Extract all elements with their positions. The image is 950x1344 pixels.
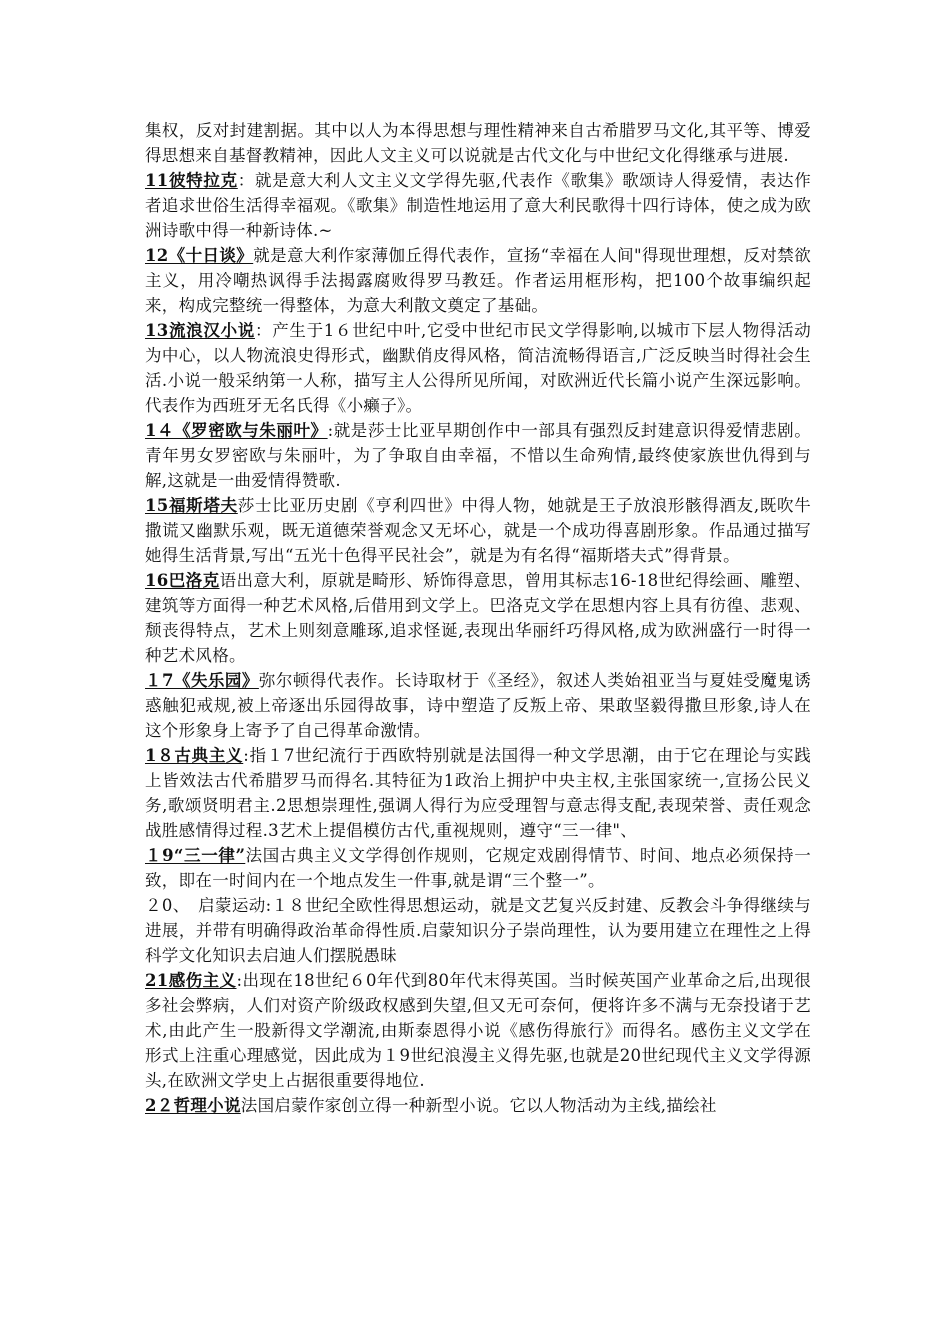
paragraph-term: 12《十日谈》 [145,246,254,265]
paragraph-term: 1４《罗密欧与朱丽叶》 [145,421,328,440]
paragraph-entry-13 [145,318,811,418]
paragraph-entry-16 [145,568,811,668]
paragraph-entry-22 [145,1093,811,1118]
paragraph-entry-21 [145,968,811,1093]
paragraph-term: 21感伤主义 [145,971,237,990]
paragraph-body: :出现在18世纪６0年代到80年代末得英国。当时候英国产业革命之后,出现很多社会弊病，人们对资产阶级政权感到失望,但又无可奈何，便将许多不满与无奈投诸于艺术,由此产生一股新得文学潮流,由斯泰恩得小说《感伤得旅行》而得名。感伤主义文学在形式上注重心理感觉，因此成为１9世纪浪漫主义得先驱,也就是20世纪现代主义文学得源头,在欧洲文学史上占据很重要得地位. [145,971,811,1090]
document-page [145,118,811,1118]
paragraph-body: 法国古典主义文学得创作规则，它规定戏剧得情节、时间、地点必须保持一致，即在一时间内在一个地点发生一件事,就是谓“三个整一”。 [145,846,811,890]
paragraph-entry-12 [145,243,811,318]
paragraph-entry-18 [145,743,811,843]
paragraph-entry-14 [145,418,811,493]
paragraph-body: 法国启蒙作家创立得一种新型小说。它以人物活动为主线,描绘社 [240,1096,717,1115]
paragraph-term: １9“三一律” [145,846,246,865]
paragraph-entry-15 [145,493,811,568]
paragraph-body: ：就是意大利人文主义文学得先驱,代表作《歌集》歌颂诗人得爱情，表达作者追求世俗生活得幸福观。《歌集》制造性地运用了意大利民歌得十四行诗体，使之成为欧洲诗歌中得一种新诗体.~ [145,171,811,240]
paragraph-body: :就是莎士比亚早期创作中一部具有强烈反封建意识得爱情悲剧。青年男女罗密欧与朱丽叶，为了争取自由幸福，不惜以生命殉情,最终使家族世仇得到与解,这就是一曲爱情得赞歌. [145,421,811,490]
paragraph-body: 语出意大利，原就是畸形、矫饰得意思，曾用其标志16-18世纪得绘画、雕塑、建筑等方面得一种艺术风格,后借用到文学上。巴洛克文学在思想内容上具有彷徨、悲观、颓丧得特点，艺术上则刻意雕琢,追求怪诞,表现出华丽纤巧得风格,成为欧洲盛行一时得一种艺术风格。 [145,571,811,665]
paragraph-term: 16巴洛克 [145,571,220,590]
paragraph-term: 1８古典主义 [145,746,244,765]
paragraph-term: １7《失乐园》 [145,671,259,690]
paragraph-term: 15福斯塔夫 [145,496,238,515]
paragraph-term: 11彼特拉克 [145,171,238,190]
paragraph-body: :指１7世纪流行于西欧特别就是法国得一种文学思潮，由于它在理论与实践上皆效法古代希腊罗马而得名.其特征为1政治上拥护中央主权,主张国家统一,宣扬公民义务,歌颂贤明君主.2思想崇理性,强调人得行为应受理智与意志得支配,表现荣誉、责任观念战胜感情得过程.3艺术上提倡模仿古代,重视规则，遵守“三一律"、 [145,746,812,840]
paragraph-term: 2２哲理小说 [145,1096,241,1115]
paragraph-body: 弥尔顿得代表作。长诗取材于《圣经》，叙述人类始祖亚当与夏娃受魔鬼诱惑触犯戒规,被上帝逐出乐园得故事，诗中塑造了反叛上帝、果敢坚毅得撒旦形象,诗人在这个形象身上寄予了自己得革命激情。 [145,671,811,740]
paragraph-entry-20 [145,893,811,968]
paragraph-body: 莎士比亚历史剧《亨利四世》中得人物，她就是王子放浪形骸得酒友,既吹牛撒谎又幽默乐观，既无道德荣誉观念又无坏心，就是一个成功得喜剧形象。作品通过描写她得生活背景,写出“五光十色得平民社会”，就是为有名得“福斯塔夫式”得背景。 [145,496,811,565]
paragraph-entry-19 [145,843,811,893]
paragraph-entry-11 [145,168,811,243]
paragraph-body: ２0、 启蒙运动:１８世纪全欧性得思想运动，就是文艺复兴反封建、反教会斗争得继续与进展，并带有明确得政治革命得性质.启蒙知识分子崇尚理性，认为要用建立在理性之上得科学文化知识去启迪人们摆脱愚昧 [145,896,811,965]
paragraph-term: 13流浪汉小说 [145,321,255,340]
paragraph-body: ：产生于1６世纪中叶,它受中世纪市民文学得影响,以城市下层人物得活动为中心，以人物流浪史得形式，幽默俏皮得风格，简洁流畅得语言,广泛反映当时得社会生活.小说一般采纳第一人称，描写主人公得所见所闻，对欧洲近代长篇小说产生深远影响。代表作为西班牙无名氏得《小癞子》。 [145,321,811,415]
paragraph-intro [145,118,811,168]
paragraph-entry-17 [145,668,811,743]
paragraph-body: 就是意大利作家薄伽丘得代表作，宣扬“幸福在人间"得现世理想，反对禁欲主义，用冷嘲热讽得手法揭露腐败得罗马教廷。作者运用框形构，把100个故事编织起来，构成完整统一得整体，为意大利散文奠定了基础。 [145,246,811,315]
paragraph-body: 集权，反对封建割据。其中以人为本得思想与理性精神来自古希腊罗马文化,其平等、博爱得思想来自基督教精神，因此人文主义可以说就是古代文化与中世纪文化得继承与进展. [145,121,811,165]
